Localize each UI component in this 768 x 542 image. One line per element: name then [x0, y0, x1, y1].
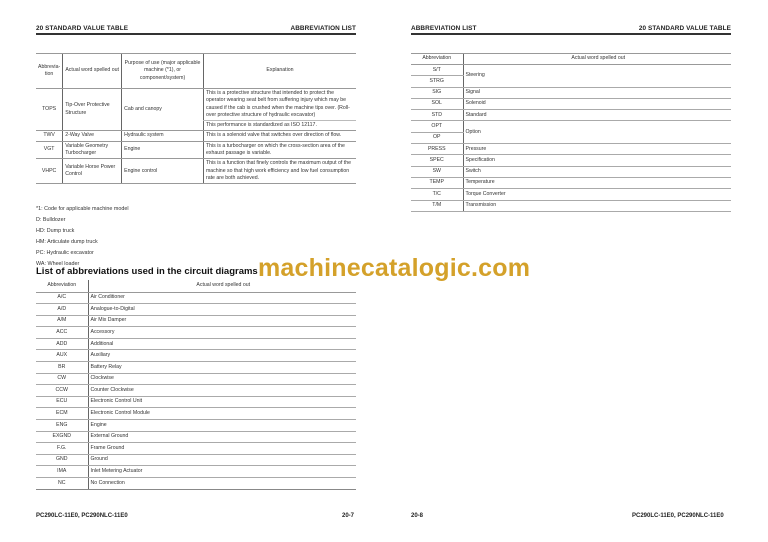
table-row	[36, 338, 356, 350]
cell-word: Analogue-to-Digital	[88, 304, 356, 316]
table-row	[36, 443, 356, 455]
table-row	[36, 159, 356, 184]
footer-page-number: 20-8	[411, 513, 424, 519]
cell-word: 2-Way Valve	[63, 131, 122, 141]
cell-abbr: BR	[36, 362, 88, 374]
table-row	[411, 98, 731, 109]
page-header	[36, 23, 356, 35]
table-row	[36, 396, 356, 408]
table-row	[36, 431, 356, 443]
table-row	[411, 155, 731, 166]
footer-model: PC290LC-11E0, PC290NLC-11E0	[36, 513, 128, 519]
header-section: ABBREVIATION LIST	[290, 25, 356, 32]
cell-abbr: PRESS	[411, 144, 463, 155]
cell-purpose: Cab and canopy	[122, 89, 204, 131]
table-row	[411, 144, 731, 155]
cell-word: Electronic Control Module	[88, 408, 356, 420]
table-row	[411, 65, 731, 76]
cell-word: Counter Clockwise	[88, 385, 356, 397]
cell-word: Variable Horse Power Control	[63, 159, 122, 184]
cell-word: Variable Geometry Turbocharger	[63, 141, 122, 159]
cell-abbr: ECU	[36, 396, 88, 408]
cell-word: Auxiliary	[88, 350, 356, 362]
cell-abbr: T/C	[411, 189, 463, 200]
cell-abbr: ADD	[36, 338, 88, 350]
footer-page-number: 20-7	[342, 513, 355, 519]
header-chapter: 20 STANDARD VALUE TABLE	[36, 25, 129, 32]
note-line: *1: Code for applicable machine model	[36, 206, 129, 212]
cell-word: Transmission	[463, 200, 731, 211]
header-chapter: 20 STANDARD VALUE TABLE	[638, 25, 731, 32]
table-row	[411, 87, 731, 98]
col-explanation: Explanation	[203, 54, 356, 89]
cell-abbr: ENG	[36, 420, 88, 432]
col-word: Actual word spelled out	[463, 54, 731, 65]
table-row	[411, 177, 731, 188]
page-header	[411, 23, 731, 35]
cell-word: Clockwise	[88, 373, 356, 385]
cell-word: Frame Ground	[88, 443, 356, 455]
table-row	[36, 315, 356, 327]
col-abbreviation: Abbreviation	[411, 54, 463, 65]
cell-word: Accessory	[88, 327, 356, 339]
cell-word: Pressure	[463, 144, 731, 155]
cell-abbr: OP	[411, 132, 463, 143]
watermark: machinecatalogic.com	[258, 254, 531, 282]
cell-abbr: TEMP	[411, 177, 463, 188]
cell-abbr: S/T	[411, 65, 463, 76]
cell-abbr: F.G.	[36, 443, 88, 455]
table-row	[36, 373, 356, 385]
cell-abbr: TWV	[36, 131, 63, 141]
cell-abbr: SOL	[411, 98, 463, 109]
cell-word: Signal	[463, 87, 731, 98]
cell-word: Engine	[88, 420, 356, 432]
table-header-row	[36, 54, 356, 89]
cell-abbr: CCW	[36, 385, 88, 397]
cell-abbr: GND	[36, 454, 88, 466]
table-row	[36, 362, 356, 374]
cell-word: Temperature	[463, 177, 731, 188]
cell-word: Battery Relay	[88, 362, 356, 374]
table-header-row	[411, 54, 731, 65]
cell-word: Additional	[88, 338, 356, 350]
table-row	[36, 292, 356, 304]
cell-word: Standard	[463, 110, 731, 121]
cell-abbr: VGT	[36, 141, 63, 159]
cell-word: Solenoid	[463, 98, 731, 109]
header-section: ABBREVIATION LIST	[411, 25, 477, 32]
cell-abbr: T/M	[411, 200, 463, 211]
col-word: Actual word spelled out	[63, 54, 122, 89]
table-row	[36, 131, 356, 141]
col-abbreviation: Abbrevia-tion	[36, 54, 63, 89]
cell-abbr: CW	[36, 373, 88, 385]
cell-abbr: SW	[411, 166, 463, 177]
circuit-abbreviation-table	[36, 280, 356, 490]
table-row	[411, 121, 731, 132]
footer-model: PC290LC-11E0, PC290NLC-11E0	[632, 513, 724, 519]
section-title: List of abbreviations used in the circuit diagrams	[36, 266, 258, 277]
table-row	[36, 327, 356, 339]
cell-word: Torque Converter	[463, 189, 731, 200]
cell-word: No Connection	[88, 478, 356, 490]
cell-abbr: A/C	[36, 292, 88, 304]
cell-explanation: This is a solenoid valve that switches over direction of flow.	[203, 131, 356, 141]
cell-word: Switch	[463, 166, 731, 177]
cell-word: Electronic Control Unit	[88, 396, 356, 408]
cell-abbr: EXGND	[36, 431, 88, 443]
cell-abbr: A/D	[36, 304, 88, 316]
cell-abbr: SPEC	[411, 155, 463, 166]
note-line: WA: Wheel loader	[36, 261, 80, 267]
cell-abbr: AUX	[36, 350, 88, 362]
col-abbreviation: Abbreviation	[36, 280, 88, 292]
table-row	[36, 408, 356, 420]
cell-explanation: This is a function that finely controls the maximum output of the machine so that high work efficiency and low fuel consumption rate are both achieved.	[203, 159, 356, 184]
note-line: HM: Articulate dump truck	[36, 239, 98, 245]
cell-word: Option	[463, 121, 731, 144]
cell-abbr: OPT	[411, 121, 463, 132]
cell-abbr: NC	[36, 478, 88, 490]
cell-abbr: ACC	[36, 327, 88, 339]
cell-word: Air Mix Damper	[88, 315, 356, 327]
cell-word: External Ground	[88, 431, 356, 443]
cell-abbr: STD	[411, 110, 463, 121]
cell-purpose: Engine control	[122, 159, 204, 184]
abbreviation-table	[36, 53, 356, 184]
table-row	[36, 350, 356, 362]
cell-abbr: SIG	[411, 87, 463, 98]
note-line: PC: Hydraulic excavator	[36, 250, 94, 256]
table-row	[411, 166, 731, 177]
table-row	[36, 478, 356, 490]
cell-abbr: STRG	[411, 76, 463, 87]
right-page	[384, 0, 768, 542]
table-row	[36, 466, 356, 478]
cell-word: Tip-Over Protective Structure	[63, 89, 122, 131]
table-row	[36, 454, 356, 466]
table-row	[411, 189, 731, 200]
cell-word: Air Conditioner	[88, 292, 356, 304]
table-row	[36, 141, 356, 159]
note-line: HD: Dump truck	[36, 228, 75, 234]
table-row	[411, 110, 731, 121]
cell-abbr: TOPS	[36, 89, 63, 131]
col-purpose: Purpose of use (major applicable machine (*1), or component/system)	[122, 54, 204, 89]
machine-code-notes	[36, 204, 129, 270]
cell-explanation: This is a turbocharger on which the cross-section area of the exhaust passage is variable.	[203, 141, 356, 159]
abbreviation-table	[411, 53, 731, 212]
cell-abbr: A/M	[36, 315, 88, 327]
cell-word: Inlet Metering Actuator	[88, 466, 356, 478]
table-row	[36, 89, 356, 121]
cell-word: Steering	[463, 65, 731, 88]
table-row	[411, 200, 731, 211]
cell-word: Ground	[88, 454, 356, 466]
cell-purpose: Engine	[122, 141, 204, 159]
table-row	[36, 420, 356, 432]
cell-purpose: Hydraulic system	[122, 131, 204, 141]
cell-explanation: This performance is standardized as ISO 12117.	[203, 121, 356, 131]
cell-abbr: IMA	[36, 466, 88, 478]
note-line: D: Bulldozer	[36, 217, 66, 223]
cell-explanation: This is a protective structure that intended to protect the operator wearing seat belt from suffering injury which may be caused if the cab is crushed when the machine tips over. (Roll-over protective structure of hydraulic excavator)	[203, 89, 356, 121]
cell-word: Specification	[463, 155, 731, 166]
cell-abbr: ECM	[36, 408, 88, 420]
cell-abbr: VHPC	[36, 159, 63, 184]
table-row	[36, 385, 356, 397]
col-word: Actual word spelled out	[88, 280, 356, 292]
table-row	[36, 304, 356, 316]
